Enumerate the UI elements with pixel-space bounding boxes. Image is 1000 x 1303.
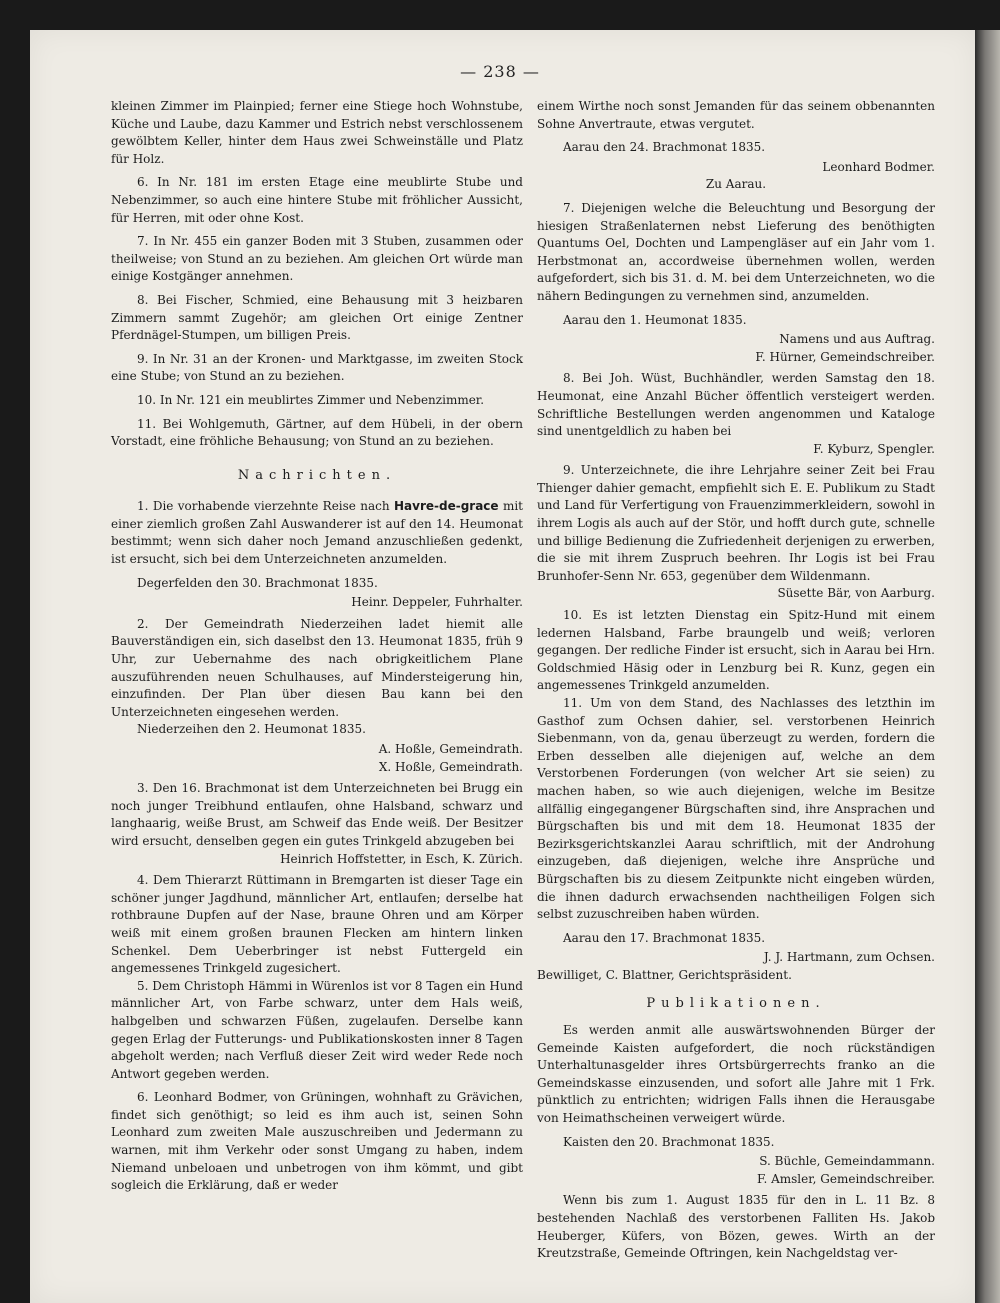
- news-1: 1. Die vorhabende vierzehnte Reise nach Havre-de-grace mit einer ziemlich großen Zahl Auswanderer ist auf den 14. Heumonat bestimmt; wenn sich daher noch Jemand anzuschließen gedenkt, ist ersucht, sich bei dem Unterzeichneten anzumelden.: [111, 499, 523, 567]
- notice-continued: kleinen Zimmer im Plainpied; ferner eine Stiege hoch Wohnstube, Küche und Laube, dazu Kammer und Estrich nebst verschlossenem gewölbtem Keller, hinter dem Haus zwei Schweinställe und Platz für Holz.: [111, 99, 523, 166]
- section-heading-publikationen: Publikationen.: [646, 995, 826, 1011]
- notice-11: 11. Bei Wohlgemuth, Gärtner, auf dem Hübeli, in der obern Vorstadt, eine fröhliche Behausung; von Stund an zu beziehen.: [111, 416, 523, 449]
- right-column: [537, 98, 935, 1263]
- news-10: 10. Es ist letzten Dienstag ein Spitz-Hund mit einem ledernen Halsband, Farbe braungelb und weiß; verloren gegangen. Der redliche Finder ist ersucht, sich in Aarau bei Hrn. Goldschmied Häsig oder in Lenzburg bei R. Kunz, gegen ein angemessenes Trinkgeld anzumelden.: [537, 608, 935, 693]
- news-9-signature: Süsette Bär, von Aarburg.: [777, 586, 935, 601]
- news-6: 6. Leonhard Bodmer, von Grüningen, wohnhaft zu Grävichen, findet sich genöthigt; so leid es ihm auch ist, seinen Sohn Leonhard zum zweiten Male auszuschreiben und Jedermann zu warnen, mit ihm Verkehr oder sonst Umgang zu haben, indem Niemand unbeloaen und unbetrogen von ihm kömmt, und gibt sogleich die Erklärung, daß er weder: [111, 1090, 523, 1193]
- news-11: 11. Um von dem Stand, des Nachlasses des letzthin im Gasthof zum Ochsen dahier, sel. verstorbenen Heinrich Siebenmann, von da, genau überzeugt zu werden, fordern die Erben desselben alle diejenigen auf, welche an dem Verstorbenen Forderungen (von welcher Art sie seien) zu machen haben, so wie auch diejenigen, welche im Besitze allfällig eingegangener Bürgschaften sind, ihre Ansprachen und Bürgschaften bis und mit dem 18. Heumonat 1835 der Bezirksgerichtskanzlei Aarau schriftlich, mit der Androhung einzugeben, daß diejenigen, welche ihre Ansprüche und Bürgschaften bis zu diesem Zeitpunkte nicht eingeben würden, die ihnen dadurch erwachsenden nachtheiligen Folgen sich selbst zuzuschreiben haben würden.: [537, 696, 935, 922]
- news-8: 8. Bei Joh. Wüst, Buchhändler, werden Samstag den 18. Heumonat, eine Anzahl Bücher öffentlich versteigert werden. Schriftliche Bestellungen werden angenommen und Kataloge sind unentgeldlich zu haben bei: [537, 371, 935, 439]
- news-1-date: Degerfelden den 30. Brachmonat 1835.: [137, 575, 378, 590]
- news-11-date: Aarau den 17. Brachmonat 1835.: [563, 930, 766, 945]
- notice-10: 10. In Nr. 121 ein meublirtes Zimmer und Nebenzimmer.: [137, 392, 485, 407]
- left-column: [111, 98, 523, 1201]
- news-11-signature: J. J. Hartmann, zum Ochsen.: [763, 950, 935, 965]
- news-3: 3. Den 16. Brachmonat ist dem Unterzeichneten bei Brugg ein noch junger Treibhund entlaufen, ohne Halsband, schwarz und langhaarig, weiße Brust, am Schweif das Ende weiß. Der Besitzer wird ersucht, denselben gegen ein gutes Trinkgeld abzugeben bei: [111, 781, 523, 848]
- news-8-signature: F. Kyburz, Spengler.: [813, 441, 935, 456]
- publication-1: Es werden anmit alle auswärtswohnenden Bürger der Gemeinde Kaisten aufgefordert, die noch rückständigen Unterhaltunasgelder ihres Ortsbürgerrechts franko an die Gemeindskasse einzusenden, und sofort alle Jahre mit 1 Frk. pünktlich zu entrichten; widrigen Falls ihnen die Herausgabe von Heimathscheinen verweigert würde.: [537, 1023, 935, 1126]
- place-name: Havre-de-grace: [393, 499, 499, 514]
- news-4: 4. Dem Thierarzt Rüttimann in Bremgarten ist dieser Tage ein schöner junger Jagdhund, männlicher Art, entlaufen; derselbe hat rothbraune Dupfen auf der Nase, braune Ohren und am Körper weiß mit einem großen braunen Flecken am hintern linken Schenkel. Dem Ueberbringer ist nebst Futtergeld ein angemessenes Trinkgeld zugesichert.: [111, 873, 523, 976]
- news-2-signature-1: A. Hoßle, Gemeindrath.: [378, 742, 523, 756]
- news-11-approval: Bewilliget, C. Blattner, Gerichtspräsident.: [537, 967, 792, 982]
- news-9: 9. Unterzeichnete, die ihre Lehrjahre seiner Zeit bei Frau Thienger dahier gemacht, empfiehlt sich E. E. Publikum zu Stadt und Land für Verfertigung von Frauenzimmerkleidern, sowohl in ihrem Logis als auch auf der Stör, und hofft durch gute, schnelle und billige Bedienung die Zufriedenheit derjenigen zu erwerben, die sie mit ihrem Zuspruch beehren. Ihr Logis ist bei Frau Brunhofer-Senn Nr. 653, gegenüber dem Wildenmann.: [537, 463, 935, 583]
- publication-1-signature-1: S. Büchle, Gemeindammann.: [759, 1154, 935, 1169]
- news-1-signature: Heinr. Deppeler, Fuhrhalter.: [351, 595, 523, 610]
- notice-6: 6. In Nr. 181 im ersten Etage eine meublirte Stube und Nebenzimmer, so auch eine hintere Stube mit fröhlicher Aussicht, für Herren, mit oder ohne Kost.: [111, 175, 523, 225]
- notice-9: 9. In Nr. 31 an der Kronen- und Marktgasse, im zweiten Stock eine Stube; von Stund an zu beziehen.: [111, 351, 523, 384]
- publication-2: Wenn bis zum 1. August 1835 für den in L. 11 Bz. 8 bestehenden Nachlaß des verstorbenen Falliten Hs. Jakob Heuberger, Küfers, von Bözen, gewes. Wirth an der Kreutzstraße, Gemeinde Oftringen, kein Nachgeldstag ver-: [537, 1193, 935, 1261]
- page-number: — 238 —: [460, 62, 540, 81]
- news-7-date: Aarau den 1. Heumonat 1835.: [563, 312, 747, 327]
- news-7: 7. Diejenigen welche die Beleuchtung und Besorgung der hiesigen Straßenlaternen nebst Lieferung des benöthigten Quantums Oel, Dochten und Lampengläser auf ein Jahr vom 1. Herbstmonat an, accordweise übernehmen wollen, werden aufgefordert, sich bis 31. d. M. bei dem Unterzeichneten, wo die nähern Bedingungen zu vernehmen sind, anzumelden.: [537, 200, 935, 303]
- news-6-continued: einem Wirthe noch sonst Jemanden für das seinem obbenannten Sohne Anvertraute, etwas vergutet.: [537, 99, 935, 131]
- notice-7: 7. In Nr. 455 ein ganzer Boden mit 3 Stuben, zusammen oder theilweise; von Stund an zu beziehen. Am gleichen Ort würde man einige Kostgänger annehmen.: [111, 234, 523, 284]
- subheading-aarau: Zu Aarau.: [705, 177, 767, 192]
- section-heading-nachrichten: Nachrichten.: [237, 467, 397, 483]
- news-6-signature: Leonhard Bodmer.: [822, 159, 935, 174]
- page-gutter: [975, 30, 1000, 1303]
- publication-1-signature-2: F. Amsler, Gemeindschreiber.: [757, 1171, 935, 1186]
- news-6-date: Aarau den 24. Brachmonat 1835.: [563, 140, 766, 155]
- news-2-date: Niederzeihen den 2. Heumonat 1835.: [137, 722, 366, 737]
- news-2-signature-2: X. Hoßle, Gemeindrath.: [378, 759, 523, 774]
- news-7-signature-2: F. Hürner, Gemeindschreiber.: [755, 349, 935, 364]
- news-5: 5. Dem Christoph Hämmi in Würenlos ist vor 8 Tagen ein Hund männlicher Art, von Farbe schwarz, unter dem Hals weiß, halbgelben und schwarzen Füßen, zugelaufen. Derselbe kann gegen Erlag der Futterungs- und Publikationskosten inner 8 Tagen abgeholt werden; nach Verfluß dieser Zeit wird weder Rede noch Antwort gegeben werden.: [111, 978, 523, 1081]
- news-7-signature-1: Namens und aus Auftrag.: [779, 332, 935, 347]
- publication-1-date: Kaisten den 20. Brachmonat 1835.: [563, 1134, 775, 1149]
- news-3-signature: Heinrich Hoffstetter, in Esch, K. Zürich.: [280, 851, 523, 866]
- notice-8: 8. Bei Fischer, Schmied, eine Behausung mit 3 heizbaren Zimmern sammt Zugehör; am gleichen Ort einige Zentner Pferdnägel-Stumpen, um billigen Preis.: [111, 292, 523, 343]
- news-2: 2. Der Gemeindrath Niederzeihen ladet hiemit alle Bauverständigen ein, sich daselbst den 13. Heumonat 1835, früh 9 Uhr, zur Uebernahme des nach obrigkeitlichem Plane auszuführenden neuen Schulhauses, auf Mindersteigerung hin, einzufinden. Der Plan über diesen Bau kann bei den Unterzeichneten eingesehen werden.: [111, 616, 523, 719]
